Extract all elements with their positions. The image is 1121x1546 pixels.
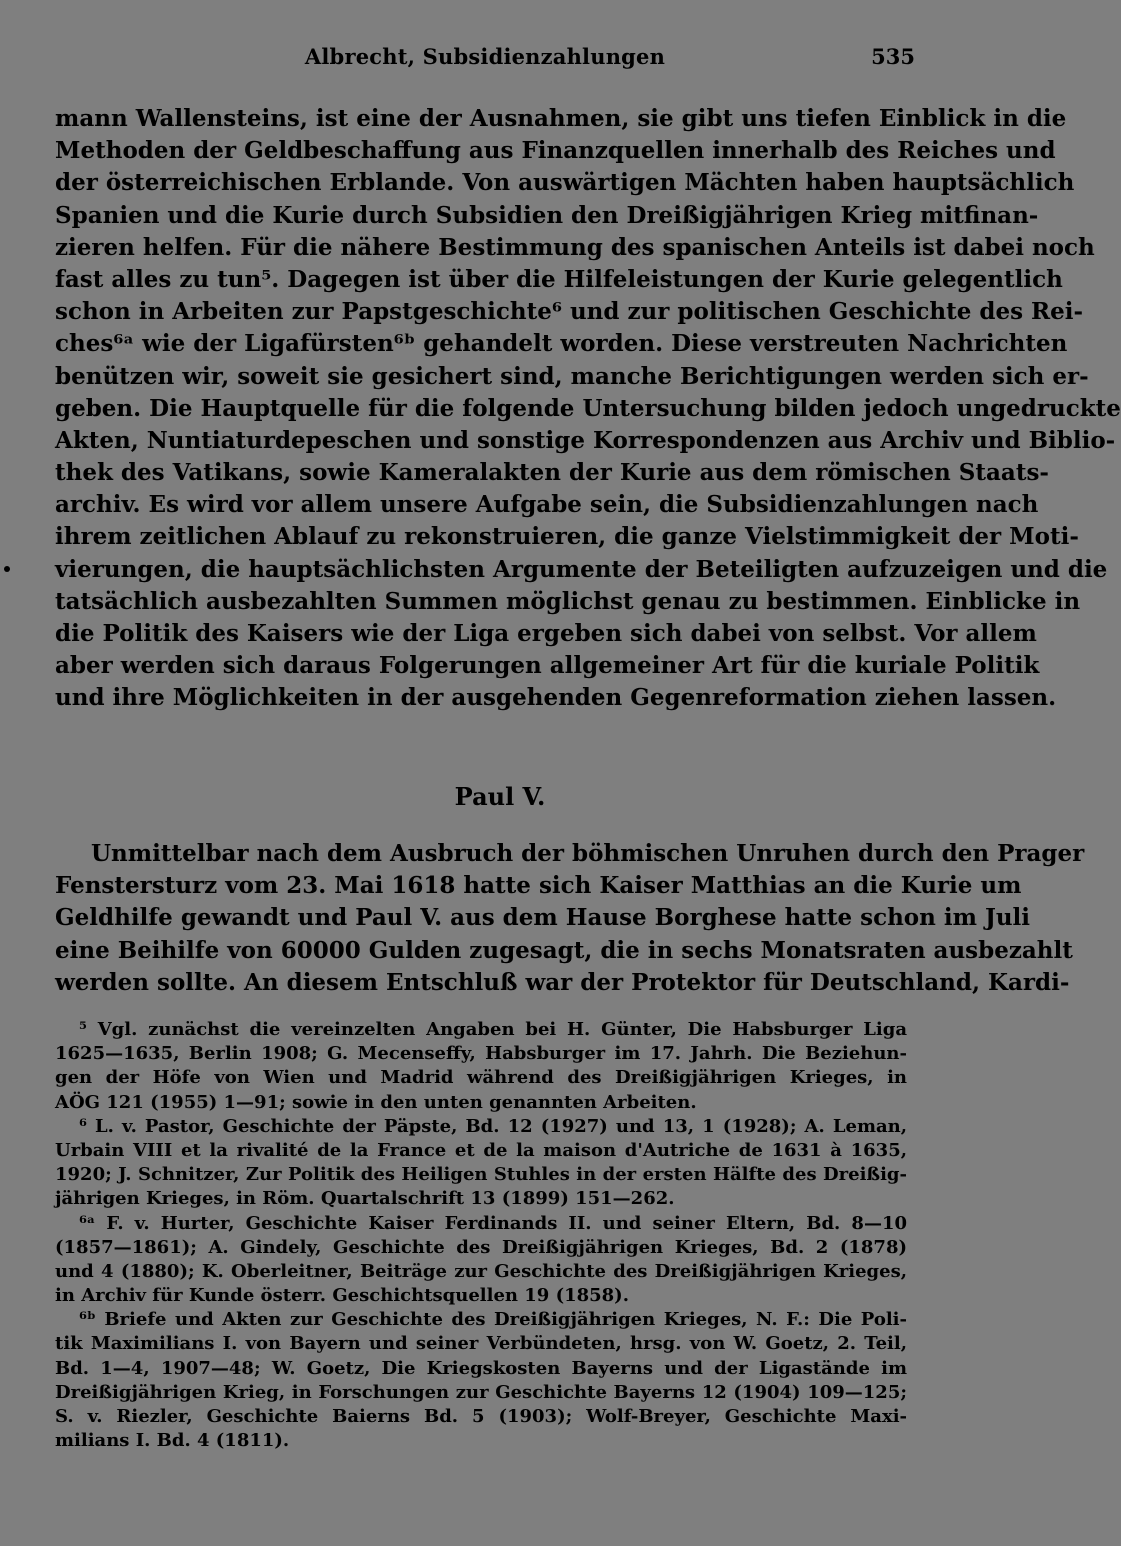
text-line: eine Beihilfe von 60000 Gulden zugesagt, die in sechs Monatsraten ausbezahlt xyxy=(55,936,1073,964)
text-line: werden sollte. An diesem Entschluß war der Protektor für Deutschland, Kardi- xyxy=(55,968,1070,996)
footnote-line: in Archiv für Kunde österr. Geschichtsquellen 19 (1858). xyxy=(55,1285,629,1307)
text-line: Akten, Nuntiaturdepeschen und sonstige Korrespondenzen aus Archiv und Biblio- xyxy=(55,426,1116,454)
footnote-line: und 4 (1880); K. Oberleitner, Beiträge zur Geschichte des Dreißigjährigen Krieges, xyxy=(55,1260,907,1282)
text-line: thek des Vatikans, sowie Kameralakten der Kurie aus dem römischen Staats- xyxy=(55,459,1049,487)
text-line: und ihre Möglichkeiten in der ausgehenden Gegenreformation ziehen lassen. xyxy=(55,684,1057,712)
text-line: Spanien und die Kurie durch Subsidien den Dreißigjährigen Krieg mitfinan- xyxy=(55,201,1039,229)
text-line: mann Wallensteins, ist eine der Ausnahmen, sie gibt uns tiefen Einblick in die xyxy=(55,105,1067,132)
section-paragraph xyxy=(55,838,1085,999)
footnote-line: Dreißigjährigen Krieg, in Forschungen zur Geschichte Bayerns 12 (1904) 109—125; xyxy=(55,1381,907,1403)
running-header xyxy=(55,44,915,80)
running-title: Albrecht, Subsidienzahlungen xyxy=(304,44,666,69)
text-line: Methoden der Geldbeschaffung aus Finanzquellen innerhalb des Reiches und xyxy=(55,137,1056,165)
footnote-line: ⁶ᵃ F. v. Hurter, Geschichte Kaiser Ferdinands II. und seiner Eltern, Bd. 8—10 xyxy=(79,1212,907,1234)
footnote-line: ⁵ Vgl. zunächst die vereinzelten Angaben bei H. Günter, Die Habsburger Liga xyxy=(79,1019,907,1040)
text-line: Fenstersturz vom 23. Mai 1618 hatte sich Kaiser Matthias an die Kurie um xyxy=(55,872,1022,900)
text-line: die Politik des Kaisers wie der Liga ergeben sich dabei von selbst. Vor allem xyxy=(55,620,1037,647)
footnote-line: jährigen Krieges, in Röm. Quartalschrift 13 (1899) 151—262. xyxy=(55,1188,675,1210)
text-line: Geldhilfe gewandt und Paul V. aus dem Hause Borghese hatte schon im Juli xyxy=(55,904,1031,932)
text-line: fast alles zu tun⁵. Dagegen ist über die Hilfeleistungen der Kurie gelegentlich xyxy=(55,265,1063,293)
text-line: ches⁶ᵃ wie der Ligafürsten⁶ᵇ gehandelt worden. Diese verstreuten Nachrichten xyxy=(55,330,1068,358)
text-line: vierungen, die hauptsächlichsten Argumente der Beteiligten aufzuzeigen und die xyxy=(55,555,1108,583)
footnote-line: S. v. Riezler, Geschichte Baierns Bd. 5 (1903); Wolf-Breyer, Geschichte Maxi- xyxy=(55,1406,907,1427)
margin-mark xyxy=(4,566,10,572)
text-line: schon in Arbeiten zur Papstgeschichte⁶ und zur politischen Geschichte des Rei- xyxy=(55,298,1084,326)
text-line: Unmittelbar nach dem Ausbruch der böhmischen Unruhen durch den Prager xyxy=(91,840,1085,867)
footnote-line: gen der Höfe von Wien und Madrid während des Dreißigjährigen Krieges, in xyxy=(55,1067,907,1089)
section-heading: Paul V. xyxy=(454,782,546,811)
text-line: archiv. Es wird vor allem unsere Aufgabe sein, die Subsidienzahlungen nach xyxy=(55,491,1039,519)
text-line: geben. Die Hauptquelle für die folgende Untersuchung bilden jedoch ungedruckte xyxy=(55,394,1121,422)
footnote-line: ⁶ᵇ Briefe und Akten zur Geschichte des Dreißigjährigen Krieges, N. F.: Die Poli- xyxy=(79,1309,907,1331)
text-line: benützen wir, soweit sie gesichert sind, manche Berichtigungen werden sich er- xyxy=(55,362,1089,390)
page-number: 535 xyxy=(871,44,915,69)
text-line: zieren helfen. Für die nähere Bestimmung des spanischen Anteils ist dabei noch xyxy=(55,233,1095,261)
footnote-line: ⁶ L. v. Pastor, Geschichte der Päpste, Bd. 12 (1927) und 13, 1 (1928); A. Leman, xyxy=(79,1115,907,1137)
text-line: ihrem zeitlichen Ablauf zu rekonstruieren, die ganze Vielstimmigkeit der Moti- xyxy=(55,523,1079,551)
footnote-line: 1920; J. Schnitzer, Zur Politik des Heiligen Stuhles in der ersten Hälfte des Dreißig- xyxy=(55,1164,907,1186)
text-line: der österreichischen Erblande. Von auswärtigen Mächten haben hauptsächlich xyxy=(55,169,1075,197)
footnote-line: Bd. 1—4, 1907—48; W. Goetz, Die Kriegskosten Bayerns und der Ligastände im xyxy=(55,1357,907,1379)
text-line: aber werden sich daraus Folgerungen allgemeiner Art für die kuriale Politik xyxy=(55,652,1040,680)
footnote-line: AÖG 121 (1955) 1—91; sowie in den unten genannten Arbeiten. xyxy=(55,1091,697,1113)
footnote-line: milians I. Bd. 4 (1811). xyxy=(55,1430,290,1452)
footnotes xyxy=(55,1018,907,1453)
intro-paragraph xyxy=(55,103,1121,715)
footnote-line: (1857—1861); A. Gindely, Geschichte des Dreißigjährigen Krieges, Bd. 2 (1878) xyxy=(55,1236,907,1258)
text-line: tatsächlich ausbezahlten Summen möglichst genau zu bestimmen. Einblicke in xyxy=(55,587,1081,615)
footnote-line: 1625—1635, Berlin 1908; G. Mecenseffy, Habsburger im 17. Jahrh. Die Beziehun- xyxy=(55,1043,907,1065)
footnote-line: Urbain VIII et la rivalité de la France et de la maison d'Autriche de 1631 à 1635, xyxy=(55,1139,907,1161)
footnote-line: tik Maximilians I. von Bayern und seiner Verbündeten, hrsg. von W. Goetz, 2. Teil, xyxy=(55,1333,907,1355)
